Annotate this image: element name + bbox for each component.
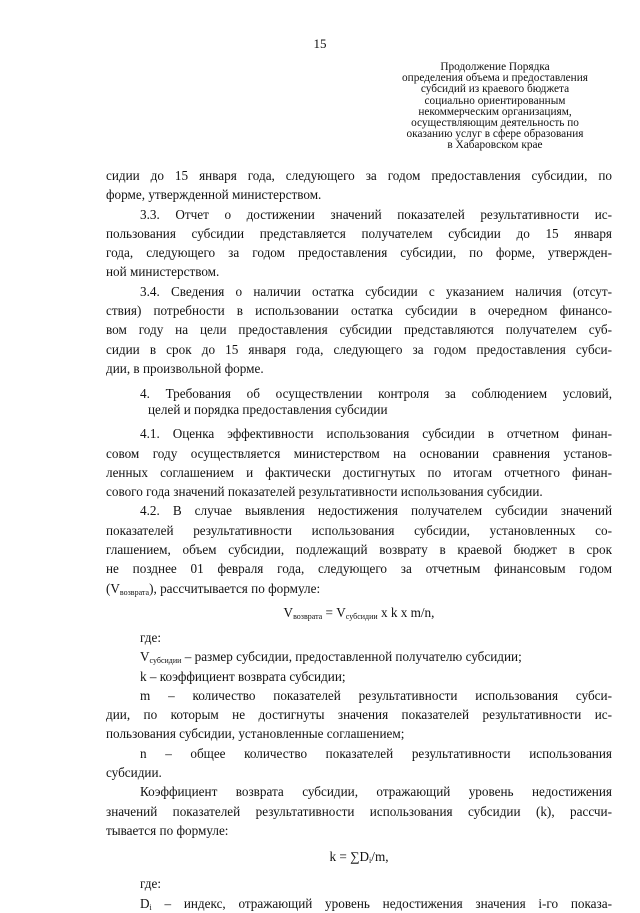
text-line: сидии в срок до 15 января года, следующего за годом предоставления субси-: [106, 341, 612, 357]
formula-refund: $V_{возврата} = V_{субсидии}$ x k x m/n,: [283, 604, 435, 621]
where-label: где:: [140, 876, 161, 892]
text-line: ствия) потребности в использовании остатка субсидии в очередном финансо-: [106, 303, 612, 319]
text-line: тывается по формуле:: [106, 822, 229, 838]
text-line: 4.2. В случае выявления недостижения получателем субсидии значений: [140, 503, 612, 519]
definition-k: k – коэффициент возврата субсидии;: [140, 668, 346, 684]
section-4-heading: [106, 386, 612, 418]
where-label: где:: [140, 629, 161, 645]
paragraph-4-1: [106, 424, 612, 501]
text-line: вом году на цели предоставления субсидии представляются получателем суб-: [106, 322, 612, 338]
text-line: форме, утвержденной министерством.: [106, 187, 322, 203]
text-line: пользования субсидии представляется получателем субсидии до 15 января: [106, 225, 612, 241]
header-line: социально ориентированным: [424, 94, 566, 107]
definition-m: [106, 686, 612, 744]
text-line: пользования субсидии, установленные соглашением;: [106, 726, 405, 742]
text-line: m – количество показателей результативности использования субси-: [140, 687, 612, 703]
text-line: дии, в произвольной форме.: [106, 360, 264, 376]
heading-line: целей и порядка предоставления субсидии: [148, 402, 388, 418]
text-line: $(V_{возврата})$, рассчитывается по формуле:: [106, 580, 321, 597]
text-line: ленных соглашением и фактически достигнутых по итогам отчетного финан-: [106, 464, 612, 480]
header-line: Продолжение Порядка: [440, 61, 550, 73]
text-line: сидии до 15 января года, следующего за годом предоставления субсидии, по: [106, 168, 612, 183]
definition-d: $D_i$ – индекс, отражающий уровень недостижения значения i-го показа-: [140, 895, 612, 912]
header-line: субсидий из краевого бюджета: [420, 83, 570, 96]
text-line: 4.1. Оценка эффективности использования субсидии в отчетном финан-: [140, 426, 612, 442]
paragraph-3-3: [106, 205, 612, 282]
paragraph-coefficient: [106, 782, 612, 840]
appendix-header: [375, 62, 615, 152]
text-line: глашением, объем субсидии, подлежащий возврату в краевой бюджет в срок: [106, 542, 612, 558]
text-line: n – общее количество показателей результативности использования: [140, 745, 612, 761]
header-line: осуществляющим деятельность по: [411, 117, 579, 130]
text-line: значений показателей результативности использования субсидии (k), рассчи-: [106, 803, 612, 819]
header-line: определения объема и предоставления: [402, 72, 588, 85]
formula-coefficient: $k = \sum D_i/m$,: [329, 849, 389, 866]
text-line: года, следующего за годом предоставления субсидии, по форме, утвержден-: [106, 245, 612, 261]
text-line: субсидии.: [106, 765, 162, 781]
text-line: совом году осуществляется министерством на основании сравнения установ-: [106, 445, 612, 461]
header-line: некоммерческим организациям,: [418, 105, 572, 118]
text-line: 3.3. Отчет о достижении значений показателей результативности ис-: [140, 206, 612, 222]
text-line: показателей результативности использования субсидии, установленных со-: [106, 522, 612, 538]
text-line: дии, по которым не достигнуты значения показателей результативности ис-: [106, 707, 612, 723]
header-line: в Хабаровском крае: [447, 139, 543, 152]
heading-line: 4. Требования об осуществлении контроля за соблюдением условий,: [140, 386, 612, 402]
text-line: не позднее 01 февраля года, следующего за отчетным финансовым годом: [106, 561, 612, 577]
text-line: ной министерством.: [106, 264, 220, 280]
paragraph-3-4: [106, 282, 612, 378]
paragraph-intro: [106, 166, 612, 205]
text-line: 3.4. Сведения о наличии остатка субсидии с указанием наличия (отсут-: [140, 283, 612, 299]
text-line: Коэффициент возврата субсидии, отражающий уровень недостижения: [140, 784, 612, 800]
definition-n: [106, 744, 612, 783]
header-line: оказанию услуг в сфере образования: [406, 128, 584, 141]
page-number: 15: [313, 36, 327, 51]
text-line: сового года значений показателей результативности использования субсидии.: [106, 484, 543, 500]
paragraph-4-2: [106, 501, 612, 597]
document-body: [106, 166, 612, 913]
definition-v: $V_{субсидии}$ – размер субсидии, предоставленной получателю субсидии;: [140, 649, 522, 666]
